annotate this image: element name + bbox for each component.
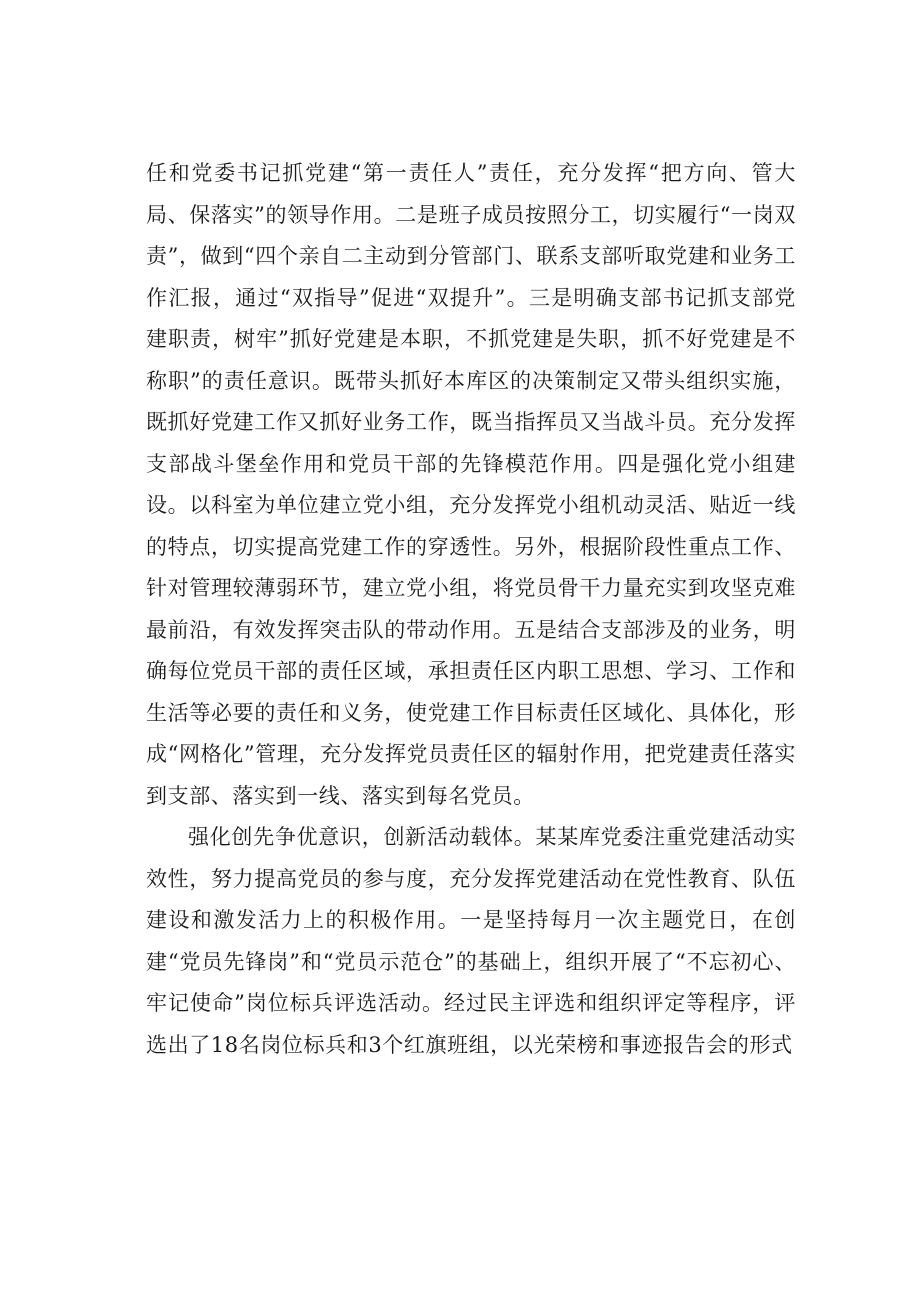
paragraph-2: 强化创先争优意识，创新活动载体。某某库党委注重党建活动实效性，努力提高党员的参与度，充分发挥党建活动在党性教育、队伍建设和激发活力上的积极作用。一是坚持每月一次主题党日，在创建“党员先锋岗”和“党员示范仓”的基础上，组织开展了“不忘初心、牢记使命”岗位标兵评选活动。经过民主评选和组织评定等程序，评选出了18名岗位标兵和3个红旗班组，以光荣榜和事迹报告会的形式 xyxy=(146,825,796,1057)
paragraph-1: 任和党委书记抓党建“第一责任人”责任，充分发挥“把方向、管大局、保落实”的领导作用。二是班子成员按照分工，切实履行“一岗双责”，做到“四个亲自二主动到分管部门、联系支部听取党建和业务工作汇报，通过“双指导”促进“双提升”。三是明确支部书记抓支部党建职责，树牢”抓好党建是本职，不抓党建是失职，抓不好党建是不称职”的责任意识。既带头抓好本库区的决策制定又带头组织实施，既抓好党建工作又抓好业务工作，既当指挥员又当战斗员。充分发挥支部战斗堡垒作用和党员干部的先锋模范作用。四是强化党小组建设。以科室为单位建立党小组，充分发挥党小组机动灵活、贴近一线的特点，切实提高党建工作的穿透性。另外，根据阶段性重点工作、针对管理较薄弱环节，建立党小组，将党员骨干力量充实到攻坚克难最前沿，有效发挥突击队的带动作用。五是结合支部涉及的业务，明确每位党员干部的责任区域，承担责任区内职工思想、学习、工作和生活等必要的责任和义务，使党建工作目标责任区域化、具体化，形成“网格化”管理，充分发挥党员责任区的辐射作用，把党建责任落实到支部、落实到一线、落实到每名党员。 xyxy=(146,161,796,808)
body-text xyxy=(146,153,796,1066)
